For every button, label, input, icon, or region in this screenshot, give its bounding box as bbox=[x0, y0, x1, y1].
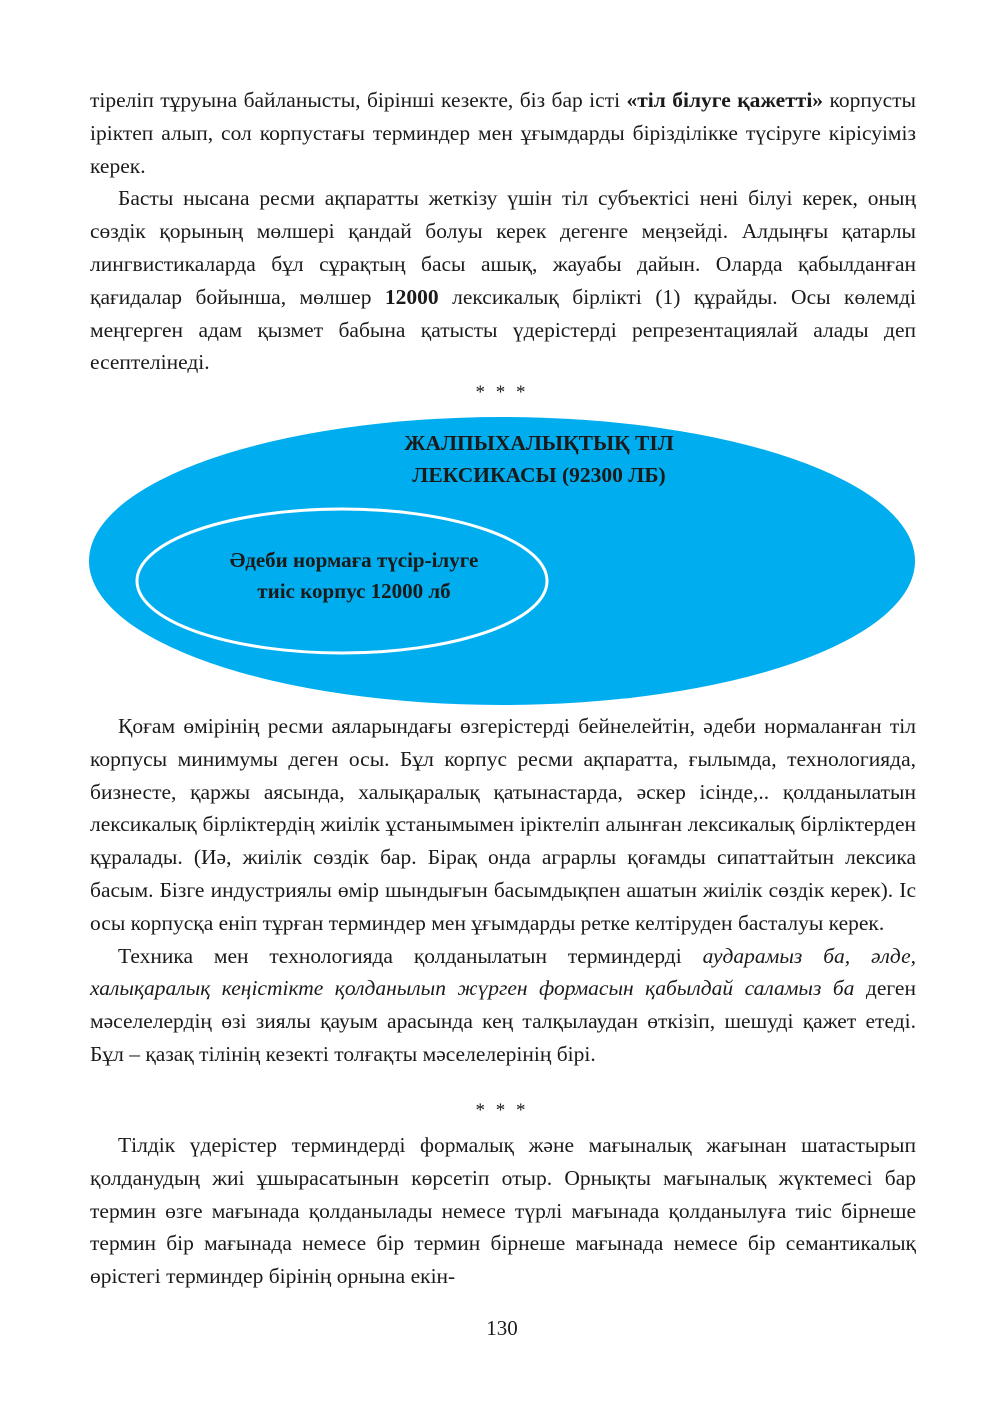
page-body-continued bbox=[90, 710, 916, 1071]
paragraph-5: Тілдік үдерістер терминдерді формалық және мағыналық жағынан шатастырып қолданудың жиі ұшырасатынын көрсетіп отыр. Орнықты мағыналық жүктемесі бар термин өзге мағынада қолданылады немесе түрлі мағынада қолданылуға тиіс бірнеше термин бір мағынада немесе бір термин бірнеше мағынада немесе бір семантикалық өрістегі терминдер бірінің орнына екін- bbox=[90, 1133, 916, 1289]
page-body bbox=[90, 84, 916, 379]
paragraph-1-text-b: корпусты іріктеп алып, сол корпустағы терминдер мен ұғымдарды бірізділікке түсіруге кірісуіміз керек. bbox=[90, 88, 916, 178]
paragraph-4-italic: аударамыз ба, әлде, халықаралық кеңістікте қолданылып жүрген формасын қабылдай саламыз ба bbox=[90, 943, 916, 1001]
outer-ellipse-label bbox=[334, 427, 744, 491]
paragraph-1 bbox=[90, 84, 916, 182]
outer-label-line-1: ЖАЛПЫХАЛЫҚТЫҚ ТІЛ bbox=[404, 431, 674, 455]
paragraph-2-text-a: Басты нысана ресми ақпаратты жеткізу үшін тіл субъектісі нені білуі керек, оның сөздік қорының мөлшері қандай болуы керек дегенге меңзейді. Алдыңғы қатарлы лингвистикаларда бұл сұрақтың басы ашық, жауабы дайын. Оларда қабылданған қағидалар бойынша, мөлшер bbox=[90, 186, 916, 309]
paragraph-2-text-b: лексикалық бірлікті (1) құрайды. Осы көлемді меңгерген адам қызмет бабына қатысты үдерістерді репрезентациялай алады деп есептелінеді. bbox=[90, 284, 916, 375]
page-body-final bbox=[90, 1129, 916, 1293]
lexicon-diagram bbox=[84, 413, 920, 708]
paragraph-2 bbox=[90, 182, 916, 379]
paragraph-3: Қоғам өмірінің ресми аяларындағы өзгерістерді бейнелейтін, әдеби нормаланған тіл корпусы минимумы деген осы. Бұл корпус ресми ақпаратта, ғылымда, технологияда, бизнесте, қаржы аясында, халықаралық қатынастарда, әскер ісінде,.. қолданылатын лексикалық бірліктердің жиілік ұстанымымен іріктеліп алынған лексикалық бірліктерден құралады. (Иә, жиілік сөздік бар. Бірақ онда аграрлы қоғамды сипаттайтын лексика басым. Бізге индустриялы өмір шындығын басымдықпен ашатын жиілік сөздік керек). Іс осы корпусқа еніп тұрған терминдер мен ұғымдарды ретке келтіруден басталуы керек. bbox=[90, 714, 916, 935]
page-number: 130 bbox=[486, 1316, 518, 1340]
outer-label-line-2: ЛЕКСИКАСЫ (92300 ЛБ) bbox=[412, 463, 666, 487]
paragraph-4 bbox=[90, 940, 916, 1071]
paragraph-1-bold: «тіл білуге қажетті» bbox=[626, 88, 824, 112]
section-separator-2: * * * bbox=[475, 1100, 529, 1121]
inner-label-line-2: тиіс корпус 12000 лб bbox=[257, 579, 451, 603]
inner-label-line-1: Әдеби нормаға түсір-ілуге bbox=[229, 548, 479, 572]
section-separator-1: * * * bbox=[475, 382, 529, 403]
paragraph-4-text-a: Техника мен технологияда қолданылатын терминдерді bbox=[118, 943, 703, 968]
inner-ellipse-label bbox=[154, 545, 554, 607]
paragraph-1-text-a: тіреліп тұруына байланысты, бірінші кезекте, біз бар істі bbox=[90, 88, 627, 112]
paragraph-4-text-b: деген мәселелердің өзі зиялы қауым арасында кең талқылаудан өткізіп, шешуді қажет етеді. Бұл – қазақ тілінің кезекті толғақты мәселелерінің бірі. bbox=[90, 976, 916, 1066]
paragraph-2-bold: 12000 bbox=[384, 284, 439, 309]
